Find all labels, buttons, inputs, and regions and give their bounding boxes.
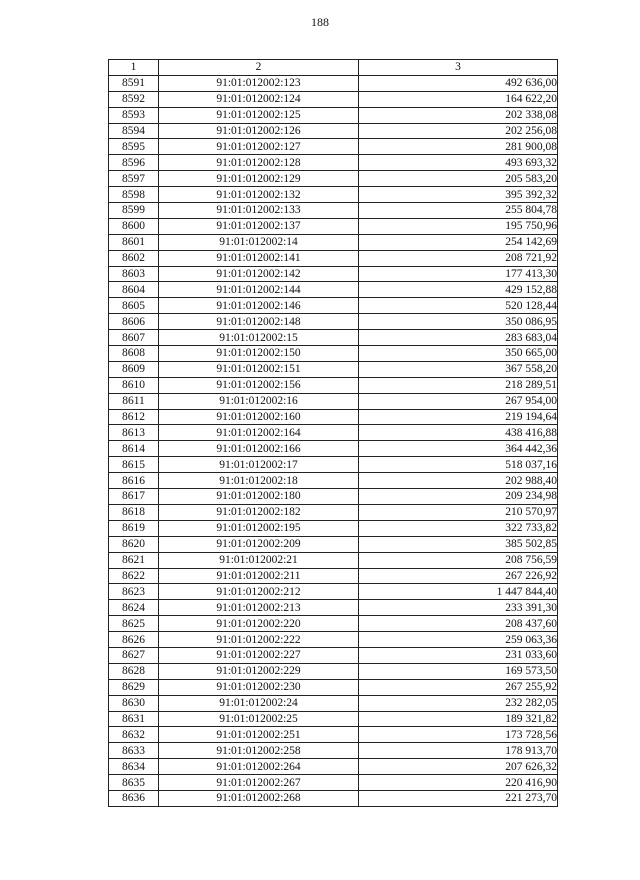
table-row [109,727,558,743]
row-number: 8625 [109,616,159,632]
cadastral-number: 91:01:012002:211 [159,568,359,584]
table-row [109,504,558,520]
table-row [109,266,558,282]
row-number: 8622 [109,568,159,584]
cadastral-number: 91:01:012002:128 [159,155,359,171]
row-value: 210 570,97 [359,504,558,520]
row-number: 8633 [109,743,159,759]
table-row [109,123,558,139]
table-row [109,234,558,250]
table-row [109,218,558,234]
row-value: 255 804,78 [359,203,558,219]
row-value: 220 416,90 [359,775,558,791]
row-number: 8612 [109,409,159,425]
cadastral-number: 91:01:012002:142 [159,266,359,282]
row-number: 8613 [109,425,159,441]
table-row [109,600,558,616]
cadastral-number: 91:01:012002:264 [159,759,359,775]
cadastral-number: 91:01:012002:227 [159,647,359,663]
row-number: 8606 [109,314,159,330]
row-number: 8615 [109,457,159,473]
cadastral-number: 91:01:012002:195 [159,520,359,536]
row-value: 1 447 844,40 [359,584,558,600]
row-number: 8610 [109,377,159,393]
table-row [109,711,558,727]
table-row [109,203,558,219]
row-number: 8599 [109,203,159,219]
row-number: 8621 [109,552,159,568]
row-number: 8609 [109,361,159,377]
table-row [109,520,558,536]
cadastral-number: 91:01:012002:258 [159,743,359,759]
cadastral-number: 91:01:012002:17 [159,457,359,473]
row-number: 8616 [109,473,159,489]
row-value: 231 033,60 [359,647,558,663]
table-row [109,91,558,107]
table-row [109,473,558,489]
table-row [109,139,558,155]
data-table [108,59,558,807]
table-row [109,552,558,568]
row-value: 322 733,82 [359,520,558,536]
table-row [109,107,558,123]
row-number: 8595 [109,139,159,155]
row-number: 8605 [109,298,159,314]
cadastral-number: 91:01:012002:125 [159,107,359,123]
row-number: 8597 [109,171,159,187]
cadastral-number: 91:01:012002:160 [159,409,359,425]
cadastral-number: 91:01:012002:166 [159,441,359,457]
row-number: 8611 [109,393,159,409]
cadastral-number: 91:01:012002:267 [159,775,359,791]
table-row [109,425,558,441]
table-row [109,616,558,632]
cadastral-number: 91:01:012002:124 [159,91,359,107]
cadastral-number: 91:01:012002:268 [159,790,359,806]
cadastral-number: 91:01:012002:21 [159,552,359,568]
row-value: 202 338,08 [359,107,558,123]
table-body [109,75,558,806]
table-row [109,743,558,759]
table-row [109,775,558,791]
table-row [109,346,558,362]
cadastral-number: 91:01:012002:129 [159,171,359,187]
row-value: 232 282,05 [359,695,558,711]
table-row [109,632,558,648]
cadastral-number: 91:01:012002:212 [159,584,359,600]
row-number: 8624 [109,600,159,616]
row-value: 177 413,30 [359,266,558,282]
table-row [109,314,558,330]
table-row [109,377,558,393]
row-value: 178 913,70 [359,743,558,759]
table-row [109,409,558,425]
row-value: 218 289,51 [359,377,558,393]
row-value: 367 558,20 [359,361,558,377]
table-row [109,457,558,473]
cadastral-number: 91:01:012002:144 [159,282,359,298]
row-value: 208 437,60 [359,616,558,632]
row-value: 195 750,96 [359,218,558,234]
table-row [109,647,558,663]
row-number: 8596 [109,155,159,171]
row-number: 8636 [109,790,159,806]
row-value: 233 391,30 [359,600,558,616]
table-row [109,171,558,187]
cadastral-number: 91:01:012002:14 [159,234,359,250]
row-value: 259 063,36 [359,632,558,648]
row-number: 8631 [109,711,159,727]
row-value: 520 128,44 [359,298,558,314]
row-value: 283 683,04 [359,330,558,346]
table-row [109,536,558,552]
cadastral-number: 91:01:012002:151 [159,361,359,377]
table-row [109,361,558,377]
row-value: 281 900,08 [359,139,558,155]
row-value: 518 037,16 [359,457,558,473]
row-number: 8614 [109,441,159,457]
cadastral-number: 91:01:012002:25 [159,711,359,727]
row-value: 492 636,00 [359,75,558,91]
cadastral-number: 91:01:012002:220 [159,616,359,632]
row-number: 8635 [109,775,159,791]
cadastral-number: 91:01:012002:156 [159,377,359,393]
table-row [109,441,558,457]
row-number: 8600 [109,218,159,234]
row-number: 8620 [109,536,159,552]
cadastral-number: 91:01:012002:126 [159,123,359,139]
row-number: 8592 [109,91,159,107]
row-value: 207 626,32 [359,759,558,775]
cadastral-number: 91:01:012002:182 [159,504,359,520]
table-row [109,679,558,695]
row-number: 8629 [109,679,159,695]
row-value: 208 721,92 [359,250,558,266]
row-value: 493 693,32 [359,155,558,171]
row-number: 8617 [109,489,159,505]
row-value: 173 728,56 [359,727,558,743]
cadastral-number: 91:01:012002:18 [159,473,359,489]
header-col-1: 1 [109,60,159,76]
table-row [109,663,558,679]
row-value: 267 226,92 [359,568,558,584]
table-row [109,695,558,711]
row-value: 350 665,00 [359,346,558,362]
row-value: 202 256,08 [359,123,558,139]
cadastral-number: 91:01:012002:127 [159,139,359,155]
row-value: 395 392,32 [359,187,558,203]
row-number: 8593 [109,107,159,123]
row-value: 169 573,50 [359,663,558,679]
cadastral-number: 91:01:012002:150 [159,346,359,362]
page-number: 188 [311,15,329,29]
row-number: 8628 [109,663,159,679]
cadastral-number: 91:01:012002:133 [159,203,359,219]
row-number: 8598 [109,187,159,203]
row-value: 164 622,20 [359,91,558,107]
row-value: 267 255,92 [359,679,558,695]
cadastral-number: 91:01:012002:123 [159,75,359,91]
cadastral-number: 91:01:012002:180 [159,489,359,505]
header-col-2: 2 [159,60,359,76]
row-value: 429 152,88 [359,282,558,298]
cadastral-number: 91:01:012002:148 [159,314,359,330]
row-number: 8618 [109,504,159,520]
table-row [109,298,558,314]
row-number: 8626 [109,632,159,648]
row-number: 8591 [109,75,159,91]
cadastral-number: 91:01:012002:209 [159,536,359,552]
table-row [109,568,558,584]
row-number: 8630 [109,695,159,711]
row-number: 8619 [109,520,159,536]
row-number: 8601 [109,234,159,250]
row-number: 8627 [109,647,159,663]
row-value: 202 988,40 [359,473,558,489]
row-value: 205 583,20 [359,171,558,187]
table-row [109,759,558,775]
row-number: 8594 [109,123,159,139]
table-row [109,584,558,600]
header-row [109,60,558,76]
row-value: 208 756,59 [359,552,558,568]
row-number: 8634 [109,759,159,775]
cadastral-number: 91:01:012002:146 [159,298,359,314]
cadastral-number: 91:01:012002:16 [159,393,359,409]
row-number: 8608 [109,346,159,362]
table-row [109,75,558,91]
row-value: 438 416,88 [359,425,558,441]
table-row [109,250,558,266]
table-row [109,187,558,203]
row-value: 350 086,95 [359,314,558,330]
cadastral-number: 91:01:012002:213 [159,600,359,616]
table-row [109,330,558,346]
row-number: 8602 [109,250,159,266]
table-header [109,60,558,76]
row-value: 267 954,00 [359,393,558,409]
row-value: 221 273,70 [359,790,558,806]
row-number: 8623 [109,584,159,600]
table-row [109,282,558,298]
cadastral-number: 91:01:012002:251 [159,727,359,743]
row-number: 8632 [109,727,159,743]
cadastral-number: 91:01:012002:137 [159,218,359,234]
cadastral-number: 91:01:012002:15 [159,330,359,346]
row-value: 254 142,69 [359,234,558,250]
row-value: 364 442,36 [359,441,558,457]
cadastral-number: 91:01:012002:229 [159,663,359,679]
table-row [109,489,558,505]
row-value: 209 234,98 [359,489,558,505]
cadastral-number: 91:01:012002:230 [159,679,359,695]
header-col-3: 3 [359,60,558,76]
row-number: 8607 [109,330,159,346]
table-row [109,790,558,806]
cadastral-number: 91:01:012002:222 [159,632,359,648]
row-number: 8603 [109,266,159,282]
cadastral-number: 91:01:012002:132 [159,187,359,203]
row-value: 189 321,82 [359,711,558,727]
cadastral-number: 91:01:012002:141 [159,250,359,266]
row-value: 385 502,85 [359,536,558,552]
row-number: 8604 [109,282,159,298]
row-value: 219 194,64 [359,409,558,425]
table-row [109,155,558,171]
table-row [109,393,558,409]
cadastral-number: 91:01:012002:164 [159,425,359,441]
cadastral-number: 91:01:012002:24 [159,695,359,711]
